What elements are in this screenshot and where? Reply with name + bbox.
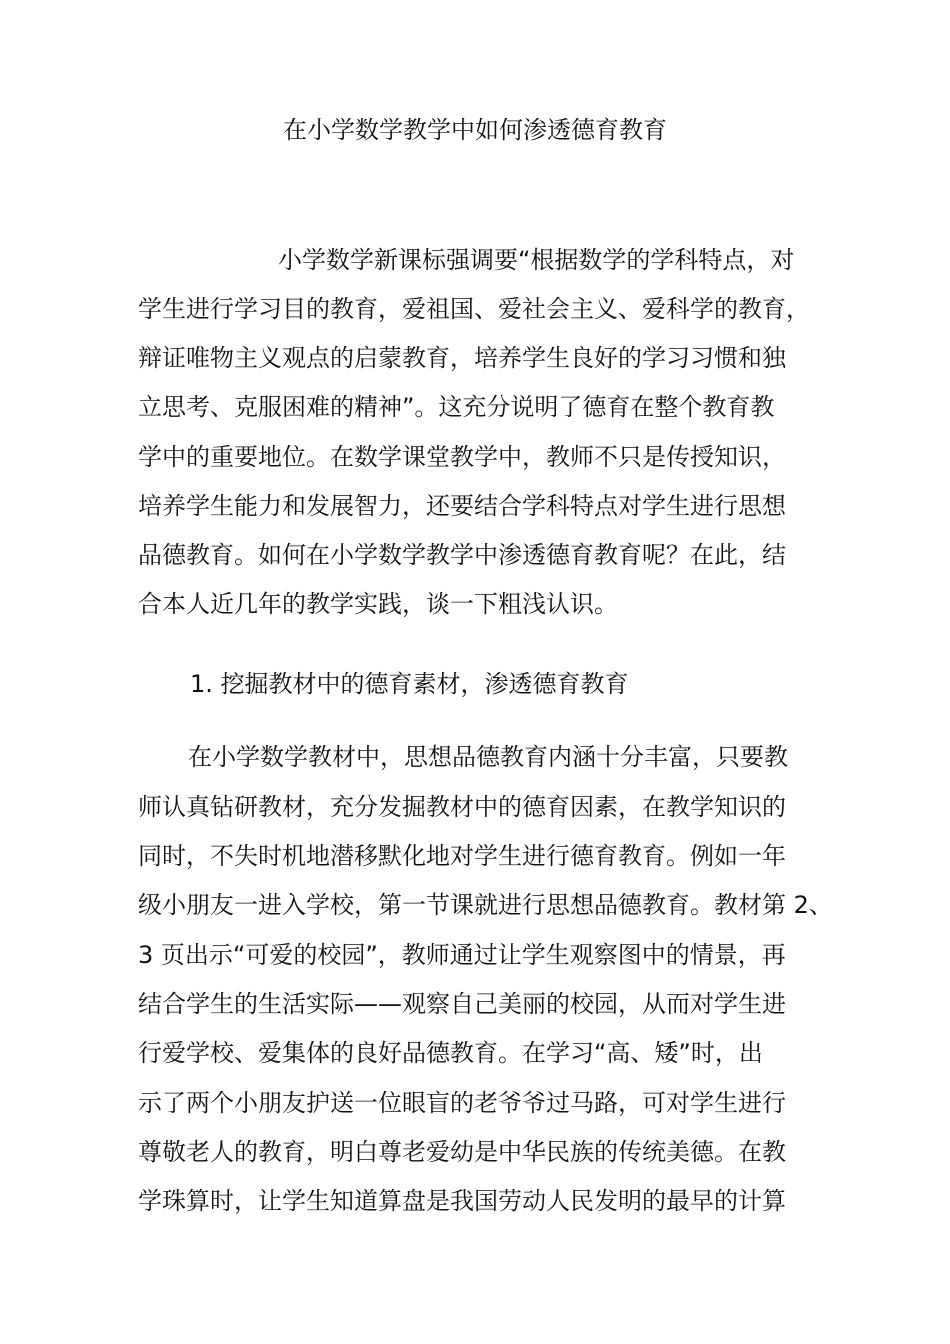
paragraph-1-line-5: 学中的重要地位。在数学课堂教学中，教师不只是传授知识， xyxy=(138,443,786,471)
paragraph-1-line-3: 辩证唯物主义观点的启蒙教育，培养学生良好的学习习惯和独 xyxy=(138,344,786,372)
paragraph-2-line-8: 示了两个小朋友护送一位眼盲的老爷爷过马路，可对学生进行 xyxy=(138,1089,786,1117)
paragraph-2-line-7: 行爱学校、爱集体的良好品德教育。在学习“高、矮”时，出 xyxy=(138,1039,763,1067)
paragraph-1-line-6: 培养学生能力和发展智力，还要结合学科特点对学生进行思想 xyxy=(138,492,786,520)
paragraph-2-line-2: 师认真钻研教材，充分发掘教材中的德育因素，在教学知识的 xyxy=(138,793,786,821)
section-heading-1: 1. 挖掘教材中的德育素材，渗透德育教育 xyxy=(190,670,629,698)
paragraph-1-line-1: 小学数学新课标强调要“根据数学的学科特点，对 xyxy=(278,246,795,274)
paragraph-1-line-2: 学生进行学习目的教育，爱祖国、爱社会主义、爱科学的教育， xyxy=(138,295,810,323)
paragraph-1-line-7: 品德教育。如何在小学数学教学中渗透德育教育呢？在此，结 xyxy=(138,541,786,569)
paragraph-2-line-10: 学珠算时，让学生知道算盘是我国劳动人民发明的最早的计算 xyxy=(138,1187,786,1215)
paragraph-2-line-3: 同时，不失时机地潜移默化地对学生进行德育教育。例如一年 xyxy=(138,842,786,870)
paragraph-2-line-9: 尊敬老人的教育，明白尊老爱幼是中华民族的传统美德。在教 xyxy=(138,1138,786,1166)
paragraph-1-line-4: 立思考、克服困难的精神”。这充分说明了德育在整个教育教 xyxy=(138,393,775,421)
paragraph-2-line-6: 结合学生的生活实际——观察自己美丽的校园，从而对学生进 xyxy=(138,990,786,1018)
paragraph-2-line-4: 级小朋友一进入学校，第一节课就进行思想品德教育。教材第 2、 xyxy=(138,891,833,919)
paragraph-2-line-1: 在小学数学教材中，思想品德教育内涵十分丰富，只要教 xyxy=(188,743,788,771)
paragraph-1-line-8: 合本人近几年的教学实践，谈一下粗浅认识。 xyxy=(138,590,618,618)
paragraph-2-line-5: 3 页出示“可爱的校园”，教师通过让学生观察图中的情景，再 xyxy=(138,941,786,969)
document-title: 在小学数学教学中如何渗透德育教育 xyxy=(283,116,667,144)
